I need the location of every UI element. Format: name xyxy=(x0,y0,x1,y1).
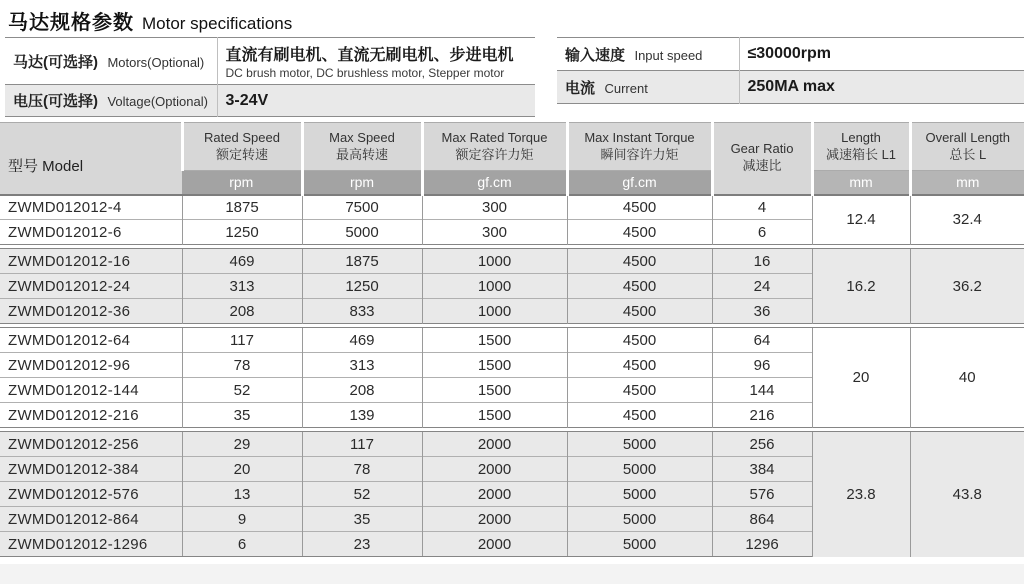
spec-row-ZWMD012012-64 xyxy=(0,328,1024,353)
cell-max-instant-torque: 5000 xyxy=(567,507,712,532)
voltage-row xyxy=(5,85,535,117)
cell-max-speed: 35 xyxy=(302,507,422,532)
motors-label-cell xyxy=(5,38,217,85)
cell-rated-speed: 52 xyxy=(182,378,302,403)
col-header-overall-length: Overall Length 总长 L xyxy=(910,123,1024,171)
cell-max-speed: 469 xyxy=(302,328,422,353)
page-bottom-strip xyxy=(0,564,1024,584)
unit-rated-speed: rpm xyxy=(182,171,302,195)
cell-max-speed: 78 xyxy=(302,457,422,482)
cell-rated-speed: 1250 xyxy=(182,220,302,245)
input-speed-label-cell xyxy=(557,38,739,71)
page-title-en: Motor specifications xyxy=(142,14,293,33)
unit-length: mm xyxy=(812,171,910,195)
input-speed-label-en: Input speed xyxy=(634,47,703,63)
cell-max-rated-torque: 1000 xyxy=(422,299,567,324)
cell-max-instant-torque: 5000 xyxy=(567,532,712,557)
cell-max-rated-torque: 300 xyxy=(422,220,567,245)
cell-model: ZWMD012012-4 xyxy=(0,195,182,220)
cell-max-instant-torque: 4500 xyxy=(567,299,712,324)
cell-max-speed: 7500 xyxy=(302,195,422,220)
unit-max-speed: rpm xyxy=(302,171,422,195)
cell-max-speed: 139 xyxy=(302,403,422,428)
cell-gear-ratio: 1296 xyxy=(712,532,812,557)
cell-max-instant-torque: 5000 xyxy=(567,457,712,482)
cell-max-instant-torque: 4500 xyxy=(567,195,712,220)
cell-max-instant-torque: 4500 xyxy=(567,353,712,378)
cell-max-instant-torque: 5000 xyxy=(567,432,712,457)
cell-max-speed: 23 xyxy=(302,532,422,557)
cell-gear-ratio: 4 xyxy=(712,195,812,220)
cell-gear-ratio: 864 xyxy=(712,507,812,532)
cell-rated-speed: 6 xyxy=(182,532,302,557)
cell-length-merged: 23.8 xyxy=(812,432,910,557)
unit-max-instant-torque: gf.cm xyxy=(567,171,712,195)
spec-header-row xyxy=(0,123,1024,171)
cell-gear-ratio: 96 xyxy=(712,353,812,378)
current-label-zh: 电流 xyxy=(565,79,596,97)
cell-rated-speed: 9 xyxy=(182,507,302,532)
cell-max-speed: 117 xyxy=(302,432,422,457)
motors-value-zh: 直流有刷电机、直流无刷电机、步进电机 xyxy=(225,47,514,64)
voltage-label-zh: 电压(可选择) xyxy=(13,93,98,110)
cell-max-instant-torque: 5000 xyxy=(567,482,712,507)
cell-rated-speed: 35 xyxy=(182,403,302,428)
spec-row-ZWMD012012-4 xyxy=(0,195,1024,220)
cell-rated-speed: 78 xyxy=(182,353,302,378)
cell-max-instant-torque: 4500 xyxy=(567,328,712,353)
cell-max-rated-torque: 1000 xyxy=(422,274,567,299)
current-label-en: Current xyxy=(604,80,648,96)
cell-model: ZWMD012012-36 xyxy=(0,299,182,324)
cell-max-rated-torque: 2000 xyxy=(422,532,567,557)
cell-model: ZWMD012012-384 xyxy=(0,457,182,482)
cell-model: ZWMD012012-576 xyxy=(0,482,182,507)
cell-max-speed: 52 xyxy=(302,482,422,507)
cell-gear-ratio: 36 xyxy=(712,299,812,324)
col-header-max-speed: Max Speed 最高转速 xyxy=(302,123,422,171)
cell-rated-speed: 469 xyxy=(182,249,302,274)
cell-gear-ratio: 16 xyxy=(712,249,812,274)
cell-max-instant-torque: 4500 xyxy=(567,249,712,274)
motors-label-en: Motors(Optional) xyxy=(107,54,205,70)
cell-length-merged: 20 xyxy=(812,328,910,428)
col-header-max-instant-torque: Max Instant Torque 瞬间容许力矩 xyxy=(567,123,712,171)
cell-model: ZWMD012012-16 xyxy=(0,249,182,274)
cell-max-rated-torque: 1500 xyxy=(422,328,567,353)
cell-max-instant-torque: 4500 xyxy=(567,220,712,245)
current-row xyxy=(557,71,1024,104)
cell-length-merged: 16.2 xyxy=(812,249,910,324)
cell-max-instant-torque: 4500 xyxy=(567,403,712,428)
cell-model: ZWMD012012-1296 xyxy=(0,532,182,557)
spec-row-ZWMD012012-256 xyxy=(0,432,1024,457)
motors-label-zh: 马达(可选择) xyxy=(13,53,98,71)
cell-model: ZWMD012012-256 xyxy=(0,432,182,457)
motors-value-en: DC brush motor, DC brushless motor, Stepper motor xyxy=(225,66,505,80)
cell-max-rated-torque: 1500 xyxy=(422,378,567,403)
cell-rated-speed: 208 xyxy=(182,299,302,324)
cell-rated-speed: 13 xyxy=(182,482,302,507)
cell-model: ZWMD012012-24 xyxy=(0,274,182,299)
current-value: 250MA max xyxy=(747,78,835,95)
col-header-rated-speed: Rated Speed 额定转速 xyxy=(182,123,302,171)
cell-model: ZWMD012012-144 xyxy=(0,378,182,403)
input-speed-label-zh: 输入速度 xyxy=(565,46,626,64)
cell-max-speed: 1250 xyxy=(302,274,422,299)
cell-model: ZWMD012012-216 xyxy=(0,403,182,428)
cell-rated-speed: 313 xyxy=(182,274,302,299)
cell-rated-speed: 20 xyxy=(182,457,302,482)
motors-value-cell xyxy=(217,38,535,85)
cell-model: ZWMD012012-864 xyxy=(0,507,182,532)
voltage-label-en: Voltage(Optional) xyxy=(107,94,208,109)
cell-rated-speed: 117 xyxy=(182,328,302,353)
col-header-model: 型号 Model xyxy=(0,123,182,195)
speed-current-table xyxy=(557,37,1024,104)
voltage-value: 3-24V xyxy=(225,91,269,109)
cell-max-rated-torque: 2000 xyxy=(422,482,567,507)
cell-length-merged: 12.4 xyxy=(812,195,910,245)
cell-model: ZWMD012012-6 xyxy=(0,220,182,245)
cell-max-rated-torque: 2000 xyxy=(422,457,567,482)
cell-gear-ratio: 256 xyxy=(712,432,812,457)
cell-overall-length-merged: 43.8 xyxy=(910,432,1024,557)
col-header-max-rated-torque: Max Rated Torque 额定容许力矩 xyxy=(422,123,567,171)
cell-model: ZWMD012012-64 xyxy=(0,328,182,353)
cell-max-speed: 313 xyxy=(302,353,422,378)
cell-rated-speed: 29 xyxy=(182,432,302,457)
cell-max-instant-torque: 4500 xyxy=(567,378,712,403)
cell-gear-ratio: 216 xyxy=(712,403,812,428)
cell-max-rated-torque: 1500 xyxy=(422,353,567,378)
cell-overall-length-merged: 36.2 xyxy=(910,249,1024,324)
cell-max-rated-torque: 1000 xyxy=(422,249,567,274)
motors-voltage-table xyxy=(5,37,535,117)
cell-max-rated-torque: 2000 xyxy=(422,507,567,532)
motors-row xyxy=(5,38,535,85)
current-label-cell xyxy=(557,71,739,104)
col-header-gear-ratio: Gear Ratio 减速比 xyxy=(712,123,812,195)
cell-gear-ratio: 6 xyxy=(712,220,812,245)
unit-overall-length: mm xyxy=(910,171,1024,195)
input-speed-value: ≤30000rpm xyxy=(747,45,831,62)
cell-gear-ratio: 576 xyxy=(712,482,812,507)
cell-max-rated-torque: 300 xyxy=(422,195,567,220)
cell-gear-ratio: 144 xyxy=(712,378,812,403)
spec-row-ZWMD012012-16 xyxy=(0,249,1024,274)
cell-max-speed: 5000 xyxy=(302,220,422,245)
cell-max-instant-torque: 4500 xyxy=(567,274,712,299)
voltage-label-cell xyxy=(5,85,217,117)
page-title xyxy=(8,6,292,35)
cell-gear-ratio: 384 xyxy=(712,457,812,482)
cell-overall-length-merged: 40 xyxy=(910,328,1024,428)
spec-table xyxy=(0,122,1024,557)
cell-gear-ratio: 64 xyxy=(712,328,812,353)
input-speed-row xyxy=(557,38,1024,71)
cell-model: ZWMD012012-96 xyxy=(0,353,182,378)
cell-overall-length-merged: 32.4 xyxy=(910,195,1024,245)
cell-max-rated-torque: 2000 xyxy=(422,432,567,457)
cell-gear-ratio: 24 xyxy=(712,274,812,299)
page-title-zh: 马达规格参数 xyxy=(8,12,134,34)
cell-max-speed: 833 xyxy=(302,299,422,324)
cell-rated-speed: 1875 xyxy=(182,195,302,220)
col-header-length: Length 减速箱长 L1 xyxy=(812,123,910,171)
cell-max-speed: 1875 xyxy=(302,249,422,274)
cell-max-speed: 208 xyxy=(302,378,422,403)
unit-max-rated-torque: gf.cm xyxy=(422,171,567,195)
cell-max-rated-torque: 1500 xyxy=(422,403,567,428)
